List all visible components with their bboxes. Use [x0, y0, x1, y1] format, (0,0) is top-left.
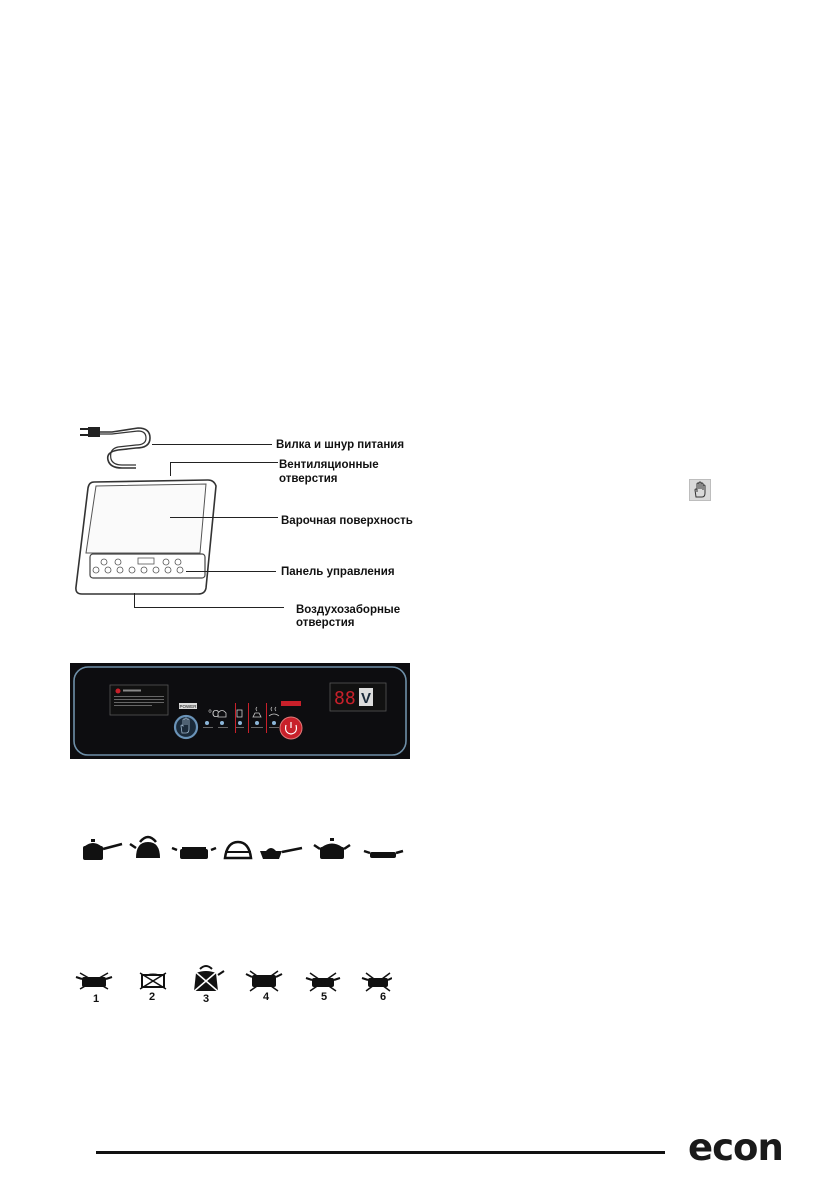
- leader-intake: [134, 607, 284, 608]
- crossed-pot-6-icon: [362, 973, 392, 991]
- casserole-icon: [314, 838, 350, 859]
- label-intake-1: Воздухозаборные: [296, 604, 401, 616]
- crossed-pot-4-icon: [246, 971, 282, 991]
- leader-vents: [170, 462, 278, 463]
- plug-icon: [80, 427, 150, 468]
- crossed-pot-3-icon: [192, 966, 224, 993]
- display-digits: 88: [334, 688, 356, 709]
- kettle-icon: [130, 837, 160, 858]
- label-plug: Вилка и шнур питания: [276, 439, 405, 451]
- leader-panel: [186, 571, 276, 572]
- saucepan-icon: [83, 839, 122, 860]
- control-panel-image: [70, 663, 410, 759]
- label-intake-2: отверстия: [296, 617, 355, 629]
- footer-rule: [96, 1151, 665, 1154]
- temp-unit-label: °C: [208, 709, 220, 720]
- cookware-number-2: 2: [149, 991, 156, 1003]
- power-button[interactable]: [175, 716, 197, 738]
- crossed-pot-5-icon: [306, 973, 340, 991]
- display-unit: V: [361, 690, 372, 707]
- crossed-pot-2-icon: [140, 973, 166, 989]
- suitable-cookware-row: [80, 832, 406, 864]
- leader-vents-vertical: [170, 462, 171, 476]
- power-label: POWER: [179, 704, 197, 709]
- hand-icon: [689, 479, 711, 501]
- cookware-number-4: 4: [263, 991, 270, 1003]
- label-surface: Варочная поверхность: [281, 515, 413, 527]
- crossed-pot-1-icon: [76, 973, 112, 989]
- leader-intake-vertical: [134, 593, 135, 607]
- label-vents-2: отверстия: [279, 473, 338, 485]
- cookware-number-5: 5: [321, 991, 328, 1003]
- cookware-number-1: 1: [93, 993, 100, 1005]
- cookware-number-3: 3: [203, 993, 210, 1005]
- cookware-number-6: 6: [380, 991, 387, 1003]
- frying-pan-icon: [260, 848, 302, 859]
- leader-plug: [152, 444, 272, 445]
- wok-icon: [225, 842, 251, 858]
- griddle-pan-icon: [364, 851, 403, 858]
- label-vents-1: Вентиляционные: [279, 459, 379, 471]
- cooker-body: [76, 480, 216, 594]
- warning-sticker: [110, 685, 168, 715]
- pot-icon: [172, 847, 216, 859]
- unsuitable-cookware-row: [72, 963, 392, 997]
- cooker-diagram: [66, 418, 306, 608]
- brand-logo: econ: [688, 1126, 783, 1169]
- label-control-panel: Панель управления: [281, 566, 395, 578]
- leader-surface: [170, 517, 278, 518]
